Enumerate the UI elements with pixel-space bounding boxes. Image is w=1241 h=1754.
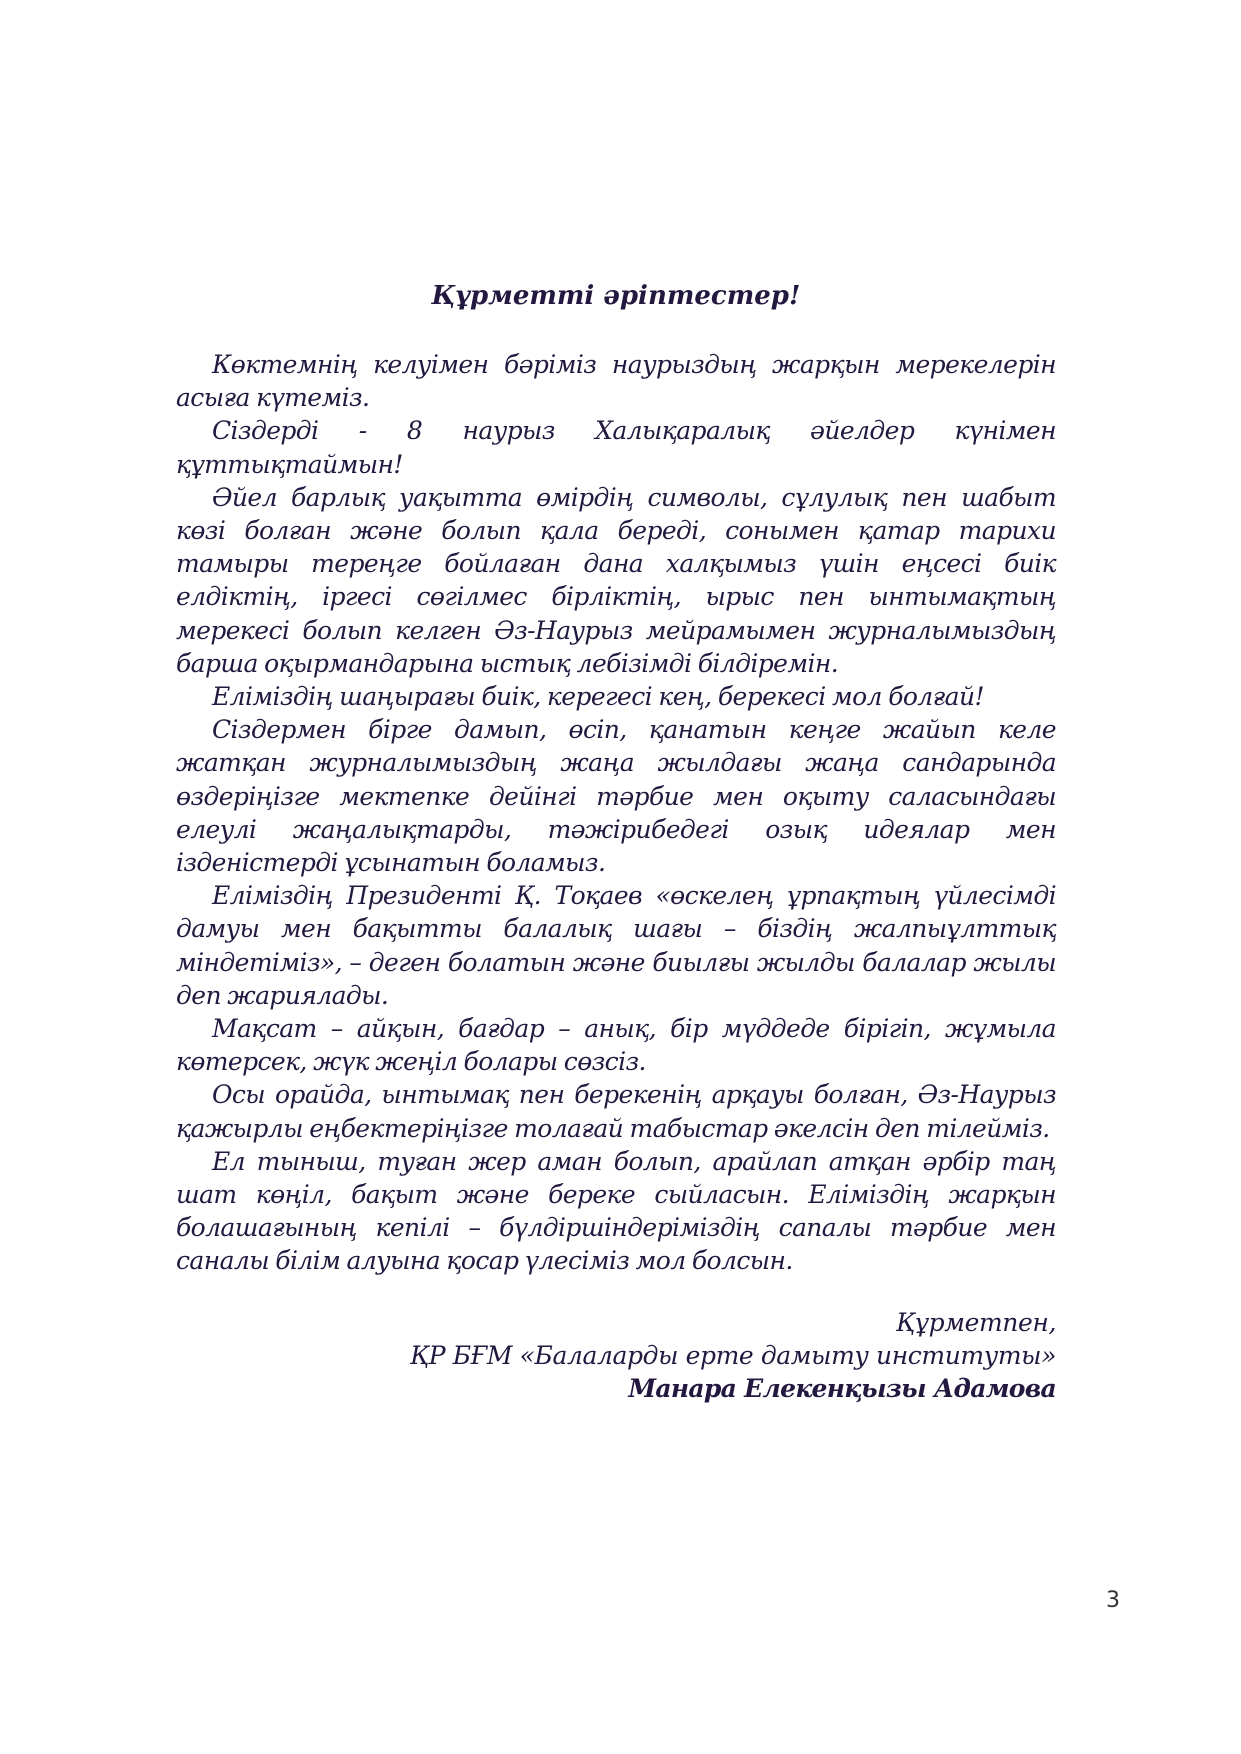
paragraph: Ел тыныш, туған жер аман болып, арайлап атқан әрбір таң шат көңіл, бақыт және береке сыйласын. Еліміздің жарқын болашағының кепілі – бүлдіршіндеріміздің сапалы тәрбие мен саналы білім алуына қосар үлесіміз мол болсын. bbox=[176, 1146, 1056, 1276]
paragraph: Әйел барлық уақытта өмірдің символы, сұлулық пен шабыт көзі болған және болып қала береді, сонымен қатар тарихи тамыры тереңге бойлаған дана халқымыз үшін еңсесі биік елдіктің, іргесі сөгілмес бірліктің, ырыс пен ынтымақтың мерекесі болып келген Әз-Наурыз мейрамымен журналымыздың барша оқырмандарына ыстық лебізімді білдіремін. bbox=[176, 482, 1056, 678]
paragraph: Мақсат – айқын, бағдар – анық, бір мүддеде бірігіп, жұмыла көтерсек, жүк жеңіл болары сөзсіз. bbox=[176, 1014, 1056, 1077]
paragraph: Сіздерді - 8 наурыз Халықаралық әйелдер күнімен құттықтаймын! bbox=[176, 416, 1056, 479]
paragraph: Осы орайда, ынтымақ пен берекенің арқауы болған, Әз-Наурыз қажырлы еңбектеріңізге толағай табыстар әкелсін деп тілейміз. bbox=[176, 1080, 1056, 1143]
paragraph: Сіздермен бірге дамып, өсіп, қанатын кеңге жайып келе жатқан журналымыздың жаңа жылдағы жаңа сандарында өздеріңізге мектепке дейінгі тәрбие мен оқыту саласындағы елеулі жаңалықтарды, тәжірибедегі озық идеялар мен ізденістерді ұсынатын боламыз. bbox=[176, 715, 1056, 878]
closing-organization: ҚР БҒМ «Балаларды ерте дамыту институты» bbox=[409, 1340, 1056, 1370]
closing-regards: Құрметпен, bbox=[895, 1307, 1056, 1337]
letter-content bbox=[176, 280, 1056, 1405]
letter-body bbox=[176, 348, 1056, 1278]
page-number: 3 bbox=[1106, 1588, 1120, 1613]
signatory-name: Манара Елекенқызы Адамова bbox=[628, 1373, 1056, 1403]
paragraph: Еліміздің Президенті Қ. Тоқаев «өскелең ұрпақтың үйлесімді дамуы мен бақытты балалық шағы – біздің жалпыұлттық міндетіміз», – деген болатын және биылғы жылды балалар жылы деп жариялады. bbox=[176, 881, 1056, 1010]
letter-heading: Құрметті әріптестер! bbox=[431, 281, 801, 311]
paragraph: Көктемнің келуімен бәріміз наурыздың жарқын мерекелерін асыға күтеміз. bbox=[176, 350, 1056, 413]
paragraph: Еліміздің шаңырағы биік, керегесі кең, берекесі мол болғай! bbox=[212, 682, 984, 712]
letter-closing bbox=[176, 1306, 1056, 1405]
